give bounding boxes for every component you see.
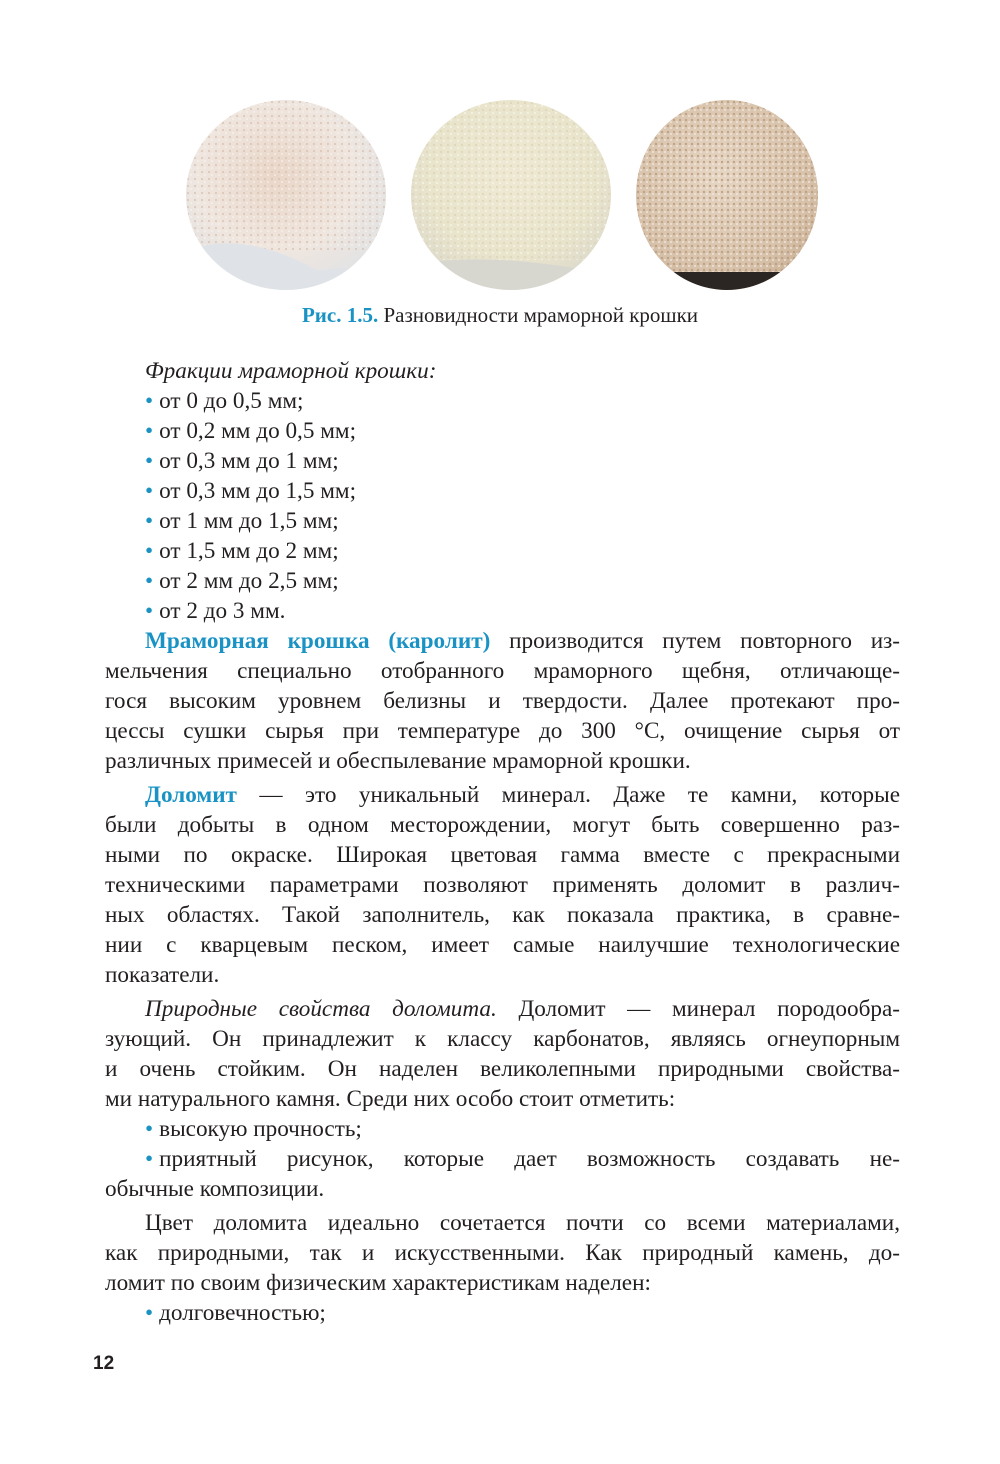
list-item: • от 2 до 3 мм. [145,598,286,624]
body-text [105,356,900,1328]
paragraph-line: мельчения специально отобранного мраморного щебня, отличающе- [105,658,900,684]
caption-label: Рис. 1.5. [301,303,379,327]
photo-white-marble-chips [186,100,386,290]
bullet-icon: • [145,388,154,414]
paragraph-line: Мраморная крошка (каролит) производится путем повторного из- [145,628,901,654]
paragraph-line: различных примесей и обеспылевание мраморной крошки. [105,748,691,774]
bullet-icon: • [145,1300,154,1326]
paragraph-line: гося высоким уровнем белизны и твердости. Далее протекают про- [105,688,900,714]
bullet-icon: • [145,418,154,444]
paragraph-line: Доломит — это уникальный минерал. Даже те камни, которые [145,782,900,808]
list-item: • приятный рисунок, которые дает возможность создавать не- [145,1146,900,1172]
list-item: • от 0 до 0,5 мм; [145,388,304,414]
bullet-icon: • [145,448,154,474]
list-item-continuation: обычные композиции. [105,1176,325,1202]
bullet-icon: • [145,598,154,624]
caption-text: Разновидности мраморной крошки [383,303,699,327]
bullet-icon: • [145,508,154,534]
paragraph-line: показатели. [105,962,220,988]
term-marble-chips: Мраморная крошка (каролит) [145,628,491,654]
list-item: • долговечностью; [145,1300,326,1326]
paragraph-line: нии с кварцевым песком, имеет самые наилучшие технологические [105,932,900,958]
bullet-icon: • [145,568,154,594]
paragraph-line: зующий. Он принадлежит к классу карбонатов, являясь огнеупорным [105,1026,900,1052]
list-item: • высокую прочность; [145,1116,362,1142]
paragraph-line: техническими параметрами позволяют применять доломит в различ- [105,872,900,898]
term-dolomite: Доломит [145,782,237,808]
paragraph-line: Цвет доломита идеально сочетается почти со всеми материалами, [145,1210,900,1236]
fractions-heading: Фракции мраморной крошки: [145,358,437,384]
list-item: • от 0,3 мм до 1,5 мм; [145,478,357,504]
list-item: • от 2 мм до 2,5 мм; [145,568,339,594]
italic-lead: Природные свойства доломита. [145,996,497,1022]
list-item: • от 1 мм до 1,5 мм; [145,508,339,534]
paragraph-line: ломит по своим физическим характеристикам наделен: [105,1270,651,1296]
paragraph-line: ными по окраске. Широкая цветовая гамма вместе с прекрасными [105,842,900,868]
paragraph-line: были добыты в одном месторождении, могут быть совершенно раз- [105,812,900,838]
bullet-icon: • [145,1116,154,1142]
paragraph-line: ных областях. Такой заполнитель, как показала практика, в сравне- [105,902,900,928]
paragraph-line: ми натурального камня. Среди них особо стоит отметить: [105,1086,676,1112]
bullet-icon: • [145,1146,154,1172]
figure-marble-chips [0,100,1000,292]
bullet-icon: • [145,538,154,564]
list-item: • от 0,3 мм до 1 мм; [145,448,339,474]
bullet-icon: • [145,478,154,504]
figure-caption [0,300,1000,330]
paragraph-line: цессы сушки сырья при температуре до 300 °С, очищение сырья от [105,718,900,744]
list-item: • от 1,5 мм до 2 мм; [145,538,339,564]
paragraph-line: как природными, так и искусственными. Как природный камень, до- [105,1240,900,1266]
list-item: • от 0,2 мм до 0,5 мм; [145,418,357,444]
page-number: 12 [93,1353,115,1374]
paragraph-line: и очень стойким. Он наделен великолепными природными свойства- [105,1056,900,1082]
paragraph-line: Природные свойства доломита. Доломит — минерал породообра- [145,996,900,1022]
photo-cream-marble-chips [411,100,611,290]
photo-beige-marble-chips [636,100,818,290]
